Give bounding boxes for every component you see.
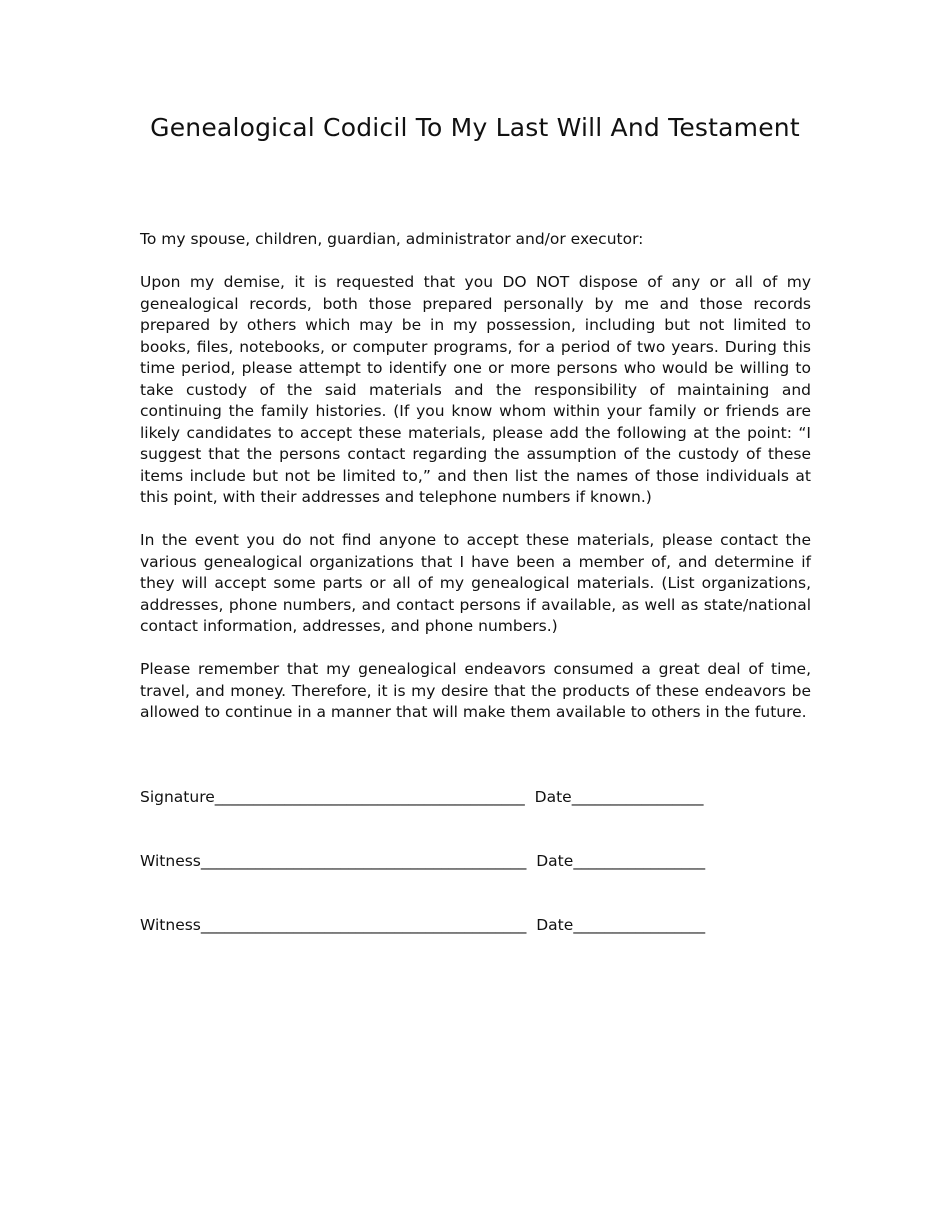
witness-line-1 (140, 850, 820, 872)
witness-label-2: Witness (140, 916, 201, 934)
signature-label: Signature (140, 788, 215, 806)
signature-date-blank: _________________ (571, 788, 704, 806)
witness-label-1: Witness (140, 852, 201, 870)
witness-date-blank-2: _________________ (573, 916, 706, 934)
witness-line-2 (140, 914, 820, 936)
paragraph-closing: Please remember that my genealogical endeavors consumed a great deal of time, travel, and money. Therefore, it is my desire that the products of these endeavors be allowed to continue in a manner that will make them available to others in the future. (140, 660, 811, 721)
signature-date-label: Date (534, 788, 572, 806)
document-body (140, 229, 811, 745)
witness-blank-1: __________________________________________ (200, 852, 527, 870)
witness-date-label-2: Date (536, 916, 574, 934)
document-title: Genealogical Codicil To My Last Will And Testament (150, 113, 800, 142)
paragraph-custody-request: Upon my demise, it is requested that you DO NOT dispose of any or all of my genealogical records, both those prepared personally by me and those records prepared by others which may be in my possession, including but not limited to books, files, notebooks, or computer programs, for a period of two years. During this time period, please attempt to identify one or more persons who would be willing to take custody of the said materials and the responsibility of maintaining and continuing the family histories. (If you know whom within your family or friends are likely candidates to accept these materials, please add the following at the point: “I suggest that the persons contact regarding the assumption of the custody of these items include but not be limited to,” and then list the names of those individuals at this point, with their addresses and telephone numbers if known.) (140, 273, 811, 506)
paragraph-organizations: In the event you do not find anyone to accept these materials, please contact the various genealogical organizations that I have been a member of, and determine if they will accept some parts or all of my genealogical materials. (List organizations, addresses, phone numbers, and contact persons if available, as well as state/national contact information, addresses, and phone numbers.) (140, 531, 811, 635)
witness-blank-2: __________________________________________ (200, 916, 527, 934)
salutation: To my spouse, children, guardian, administrator and/or executor: (140, 230, 644, 248)
signature-line (140, 786, 820, 808)
witness-date-blank-1: _________________ (573, 852, 706, 870)
witness-date-label-1: Date (536, 852, 574, 870)
signature-blank: ________________________________________ (214, 788, 525, 806)
